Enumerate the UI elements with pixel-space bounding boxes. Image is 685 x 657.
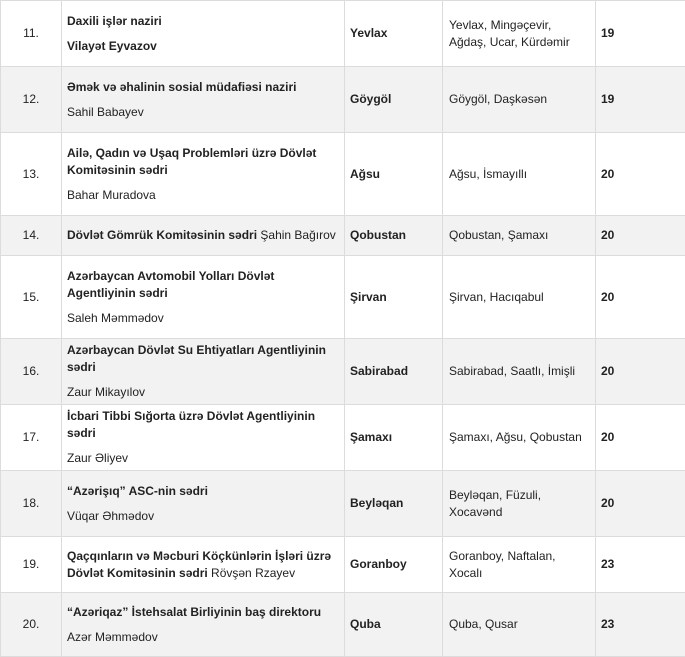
table-row xyxy=(1,1,685,67)
row-number: 20. xyxy=(1,593,62,657)
position-cell xyxy=(62,593,345,657)
position-title: Əmək və əhalinin sosial müdafiəsi naziri xyxy=(67,80,296,94)
district-cell: Quba xyxy=(345,593,443,657)
district-cell: Ağsu xyxy=(345,133,443,216)
areas-cell: Ağsu, İsmayıllı xyxy=(443,133,596,216)
row-number: 19. xyxy=(1,537,62,593)
row-number: 14. xyxy=(1,216,62,256)
areas-cell: Qobustan, Şamaxı xyxy=(443,216,596,256)
position-cell xyxy=(62,405,345,471)
district-cell: Sabirabad xyxy=(345,339,443,405)
position-cell xyxy=(62,339,345,405)
position-cell xyxy=(62,67,345,133)
areas-cell: Şamaxı, Ağsu, Qobustan xyxy=(443,405,596,471)
position-title: Daxili işlər naziri xyxy=(67,14,162,28)
district-cell: Beyləqan xyxy=(345,471,443,537)
areas-cell: Quba, Qusar xyxy=(443,593,596,657)
table-row xyxy=(1,67,685,133)
count-cell: 20 xyxy=(596,256,685,339)
table-row xyxy=(1,256,685,339)
count-cell: 23 xyxy=(596,593,685,657)
table-row xyxy=(1,405,685,471)
count-cell: 23 xyxy=(596,537,685,593)
position-cell xyxy=(62,256,345,339)
table-row xyxy=(1,133,685,216)
district-cell: Yevlax xyxy=(345,1,443,67)
areas-cell: Beyləqan, Füzuli, Xocavənd xyxy=(443,471,596,537)
position-cell xyxy=(62,133,345,216)
row-number: 11. xyxy=(1,1,62,67)
position-title: Azərbaycan Dövlət Su Ehtiyatları Agentliyinin sədri xyxy=(67,343,326,374)
official-name: Zaur Mikayılov xyxy=(67,384,340,401)
row-number: 12. xyxy=(1,67,62,133)
official-name: Rövşən Rzayev xyxy=(211,566,295,580)
position-cell xyxy=(62,216,345,256)
table-row xyxy=(1,471,685,537)
table-row xyxy=(1,216,685,256)
position-title: “Azərişıq” ASC-nin sədri xyxy=(67,484,208,498)
official-name: Sahil Babayev xyxy=(67,104,340,121)
official-name: Bahar Muradova xyxy=(67,187,340,204)
official-name: Şahin Bağırov xyxy=(260,228,335,242)
position-cell xyxy=(62,537,345,593)
areas-cell: Yevlax, Mingəçevir, Ağdaş, Ucar, Kürdəmir xyxy=(443,1,596,67)
count-cell: 19 xyxy=(596,67,685,133)
position-title: Dövlət Gömrük Komitəsinin sədri xyxy=(67,228,257,242)
official-name: Vilayət Eyvazov xyxy=(67,38,340,55)
official-name: Azər Məmmədov xyxy=(67,629,340,646)
row-number: 15. xyxy=(1,256,62,339)
position-title: Qaçqınların və Məcburi Köçkünlərin İşləri üzrə Dövlət Komitəsinin sədri xyxy=(67,549,331,580)
position-title: “Azəriqaz” İstehsalat Birliyinin baş direktoru xyxy=(67,605,321,619)
count-cell: 20 xyxy=(596,133,685,216)
position-cell xyxy=(62,471,345,537)
count-cell: 20 xyxy=(596,339,685,405)
table-row xyxy=(1,593,685,657)
district-cell: Göygöl xyxy=(345,67,443,133)
table-row xyxy=(1,537,685,593)
row-number: 18. xyxy=(1,471,62,537)
count-cell: 20 xyxy=(596,405,685,471)
district-cell: Qobustan xyxy=(345,216,443,256)
position-title: Ailə, Qadın və Uşaq Problemləri üzrə Dövlət Komitəsinin sədri xyxy=(67,146,316,177)
count-cell: 19 xyxy=(596,1,685,67)
areas-cell: Şirvan, Hacıqabul xyxy=(443,256,596,339)
row-number: 16. xyxy=(1,339,62,405)
areas-cell: Goranboy, Naftalan, Xocalı xyxy=(443,537,596,593)
official-name: Saleh Məmmədov xyxy=(67,310,340,327)
table-row xyxy=(1,339,685,405)
district-cell: Şirvan xyxy=(345,256,443,339)
areas-cell: Göygöl, Daşkəsən xyxy=(443,67,596,133)
district-cell: Goranboy xyxy=(345,537,443,593)
row-number: 13. xyxy=(1,133,62,216)
official-name: Zaur Əliyev xyxy=(67,450,340,467)
district-cell: Şamaxı xyxy=(345,405,443,471)
position-title: Azərbaycan Avtomobil Yolları Dövlət Agentliyinin sədri xyxy=(67,269,274,300)
position-cell xyxy=(62,1,345,67)
count-cell: 20 xyxy=(596,471,685,537)
count-cell: 20 xyxy=(596,216,685,256)
position-title: İcbari Tibbi Sığorta üzrə Dövlət Agentliyinin sədri xyxy=(67,409,315,440)
areas-cell: Sabirabad, Saatlı, İmişli xyxy=(443,339,596,405)
row-number: 17. xyxy=(1,405,62,471)
official-name: Vüqar Əhmədov xyxy=(67,508,340,525)
